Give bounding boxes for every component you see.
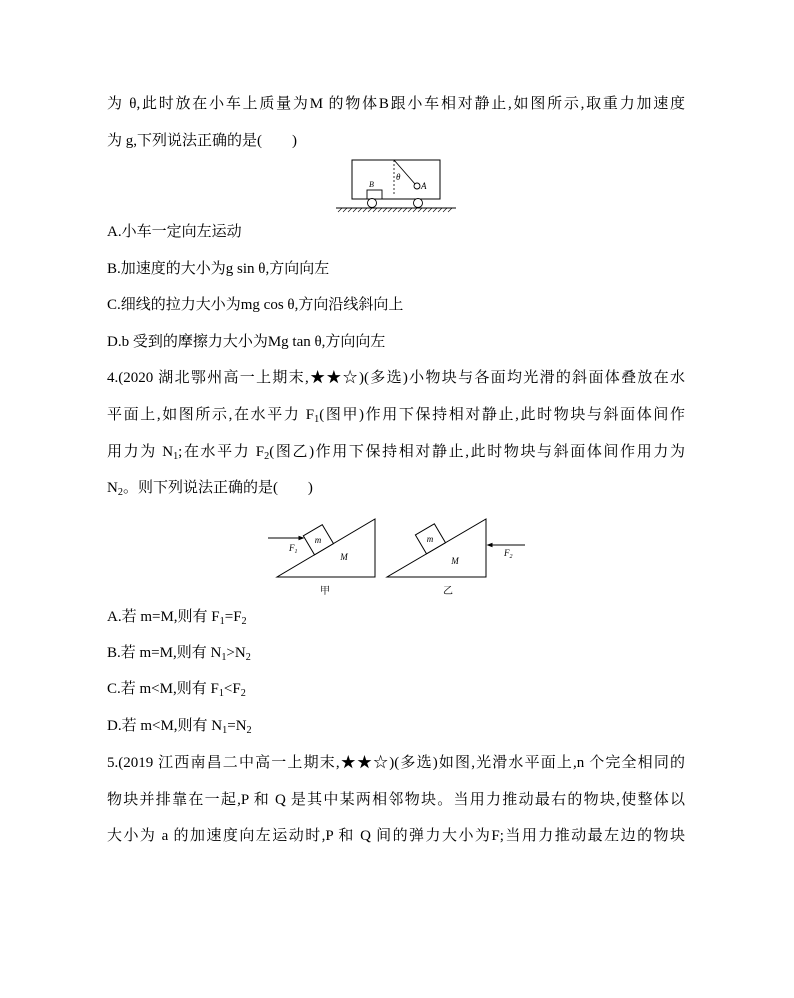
cart-pendulum-figure [330,152,462,214]
text-run: 4.(2020 湖北鄂州高一上期末,★★☆)(多选)小物块与各面均光滑的斜面体叠放在水 [107,370,685,386]
question-stem-line [107,441,685,463]
text-run: =N [227,718,247,734]
text-run: N [107,480,118,496]
option-a [107,221,685,243]
subscript: 2 [117,487,123,499]
option-b [107,642,685,664]
text-run: 为 θ,此时放在小车上质量为M 的物体B跟小车相对静止,如图所示,取重力加速度 [107,96,685,112]
subscript: 2 [246,725,252,737]
text-run: B.加速度的大小为g sin θ,方向向左 [107,261,330,277]
incline-figures [260,508,535,598]
label-a: A [421,181,427,191]
figure-jia [268,519,375,597]
text-run: <F [223,681,241,697]
option-c [107,678,685,700]
force-f2-label [503,548,513,560]
text-run: (图甲)作用下保持相对静止,此时物块与斜面体间作 [319,407,686,423]
text-run: 用力为 N [107,444,174,460]
subscript: 1 [173,451,179,463]
ball-a [414,183,420,189]
question-stem-line [107,130,685,152]
question-stem-line [107,825,685,847]
question-stem-line [107,477,685,499]
text-run: A.小车一定向左运动 [107,224,242,240]
label-m-yi: m [426,534,434,544]
label-b: B [369,180,374,189]
text-run: B.若 m=M,则有 N [107,645,222,661]
question-stem-line [107,752,685,774]
question-stem-line [107,367,685,389]
label-big-m-yi: M [451,556,459,566]
caption-yi: 乙 [443,586,453,597]
text-run: 平面上,如图所示,在水平力 F [107,407,315,423]
text-run: D.b 受到的摩擦力大小为Mg tan θ,方向向左 [107,334,386,350]
subscript: 2 [241,616,247,628]
figure-yi [387,519,525,597]
text-run: 大小为 a 的加速度向左运动时,P 和 Q 间的弹力大小为F;当用力推动最左边的物块 [107,828,685,844]
text-run: ;在水平力 F [178,444,265,460]
option-b [107,258,685,280]
text-run: D.若 m<M,则有 N [107,718,223,734]
label-m-jia: m [314,535,322,545]
subscript: 2 [245,652,251,664]
text-run: C.若 m<M,则有 F [107,681,219,697]
option-d [107,715,685,737]
subscript: 1 [222,725,228,737]
text-run: (图乙)作用下保持相对静止,此时物块与斜面体间作用力为 [269,444,685,460]
text-run: >N [226,645,246,661]
force-subscript: 2 [509,554,513,560]
cart-wheel-right [414,199,423,208]
option-c [107,294,685,316]
force-f1-label [288,543,298,555]
text-run: 物块并排靠在一起,P 和 Q 是其中某两相邻物块。当用力推动最右的物块,使整体以 [107,792,685,808]
force-letter: F [289,543,295,553]
text-run: 为 g,下列说法正确的是( ) [107,133,297,149]
option-a [107,606,685,628]
cart-wheel-left [368,199,377,208]
ground-hatch [338,208,452,212]
text-run: 5.(2019 江西南昌二中高一上期末,★★☆)(多选)如图,光滑水平面上,n 个完全相同的 [107,755,685,771]
caption-jia: 甲 [320,586,330,597]
subscript: 1 [221,652,227,664]
text-run: A.若 m=M,则有 F [107,609,220,625]
subscript: 2 [240,688,246,700]
force-f2-arrowhead [487,543,493,547]
block-b [367,190,382,199]
subscript: 1 [219,616,225,628]
question-stem-line [107,404,685,426]
question-stem-line [107,93,685,115]
label-theta: θ [396,172,401,182]
force-subscript: 1 [294,549,298,555]
subscript: 2 [264,451,270,463]
question-stem-line [107,789,685,811]
text-run: =F [224,609,242,625]
text-run: C.细线的拉力大小为mg cos θ,方向沿线斜向上 [107,297,404,313]
force-letter: F [504,548,510,558]
option-d [107,331,685,353]
subscript: 1 [314,414,320,426]
text-run: 。则下列说法正确的是( ) [122,480,313,496]
label-big-m-jia: M [340,552,348,562]
subscript: 1 [218,688,224,700]
